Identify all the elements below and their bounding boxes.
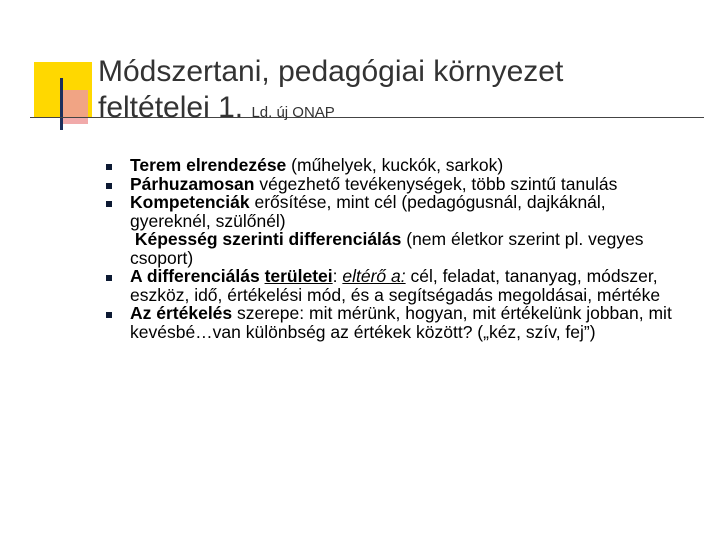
slide-title xyxy=(98,54,688,131)
bullet-continuation-text: (nem életkor szerint pl. vegyes csoport) xyxy=(130,229,644,268)
bullet-text: szerepe: mit mérünk, hogyan, mit értékelünk jobban, mit kevésbé…van különbség az értékek között? („kéz, szív, fej”) xyxy=(130,303,672,342)
decorative-vertical-line xyxy=(60,78,63,130)
square-bullet-icon xyxy=(106,312,112,318)
bullet-text: cél, feladat, tananyag, módszer, eszköz, idő, értékelési mód, és a segítségadás megoldásai, mértéke xyxy=(130,266,661,305)
bullet-bold-term: Terem elrendezése xyxy=(130,155,287,175)
bullet-bold-underlined-term: területei xyxy=(264,266,333,286)
bullet-item xyxy=(106,156,686,175)
bullet-text: erősítése, mint cél (pedagógusnál, dajkáknál, gyereknél, szülőnél) xyxy=(130,192,606,231)
square-bullet-icon xyxy=(106,201,112,207)
title-line-2 xyxy=(98,90,688,131)
decorative-pink-square xyxy=(62,90,88,124)
bullet-bold-term: Párhuzamosan xyxy=(130,173,255,194)
bullet-item xyxy=(106,175,686,194)
bullet-bold-term: Az értékelés xyxy=(130,303,233,323)
bullet-italic-underlined-term: eltérő a: xyxy=(342,266,406,286)
bullet-colon: : xyxy=(332,266,343,286)
title-line-1: Módszertani, pedagógiai környezet xyxy=(98,55,564,88)
title-line-2-text: feltételei 1. xyxy=(98,91,244,124)
bullet-item xyxy=(106,193,686,267)
square-bullet-icon xyxy=(106,183,112,189)
bullet-item xyxy=(106,267,686,304)
bullet-continuation xyxy=(130,230,686,267)
bullet-text: (műhelyek, kuckók, sarkok) xyxy=(286,155,504,175)
square-bullet-icon xyxy=(106,164,112,170)
bullet-list xyxy=(106,156,686,341)
square-bullet-icon xyxy=(106,275,112,281)
bullet-continuation-bold: Képesség szerinti differenciálás xyxy=(134,229,402,249)
bullet-bold-term: Kompetenciák xyxy=(130,192,250,212)
title-reference: Ld. új ONAP xyxy=(251,104,335,121)
bullet-bold-term: A differenciálás xyxy=(130,266,260,286)
bullet-text: végezhető tevékenységek, több szintű tanulás xyxy=(254,173,618,194)
bullet-item xyxy=(106,304,686,341)
